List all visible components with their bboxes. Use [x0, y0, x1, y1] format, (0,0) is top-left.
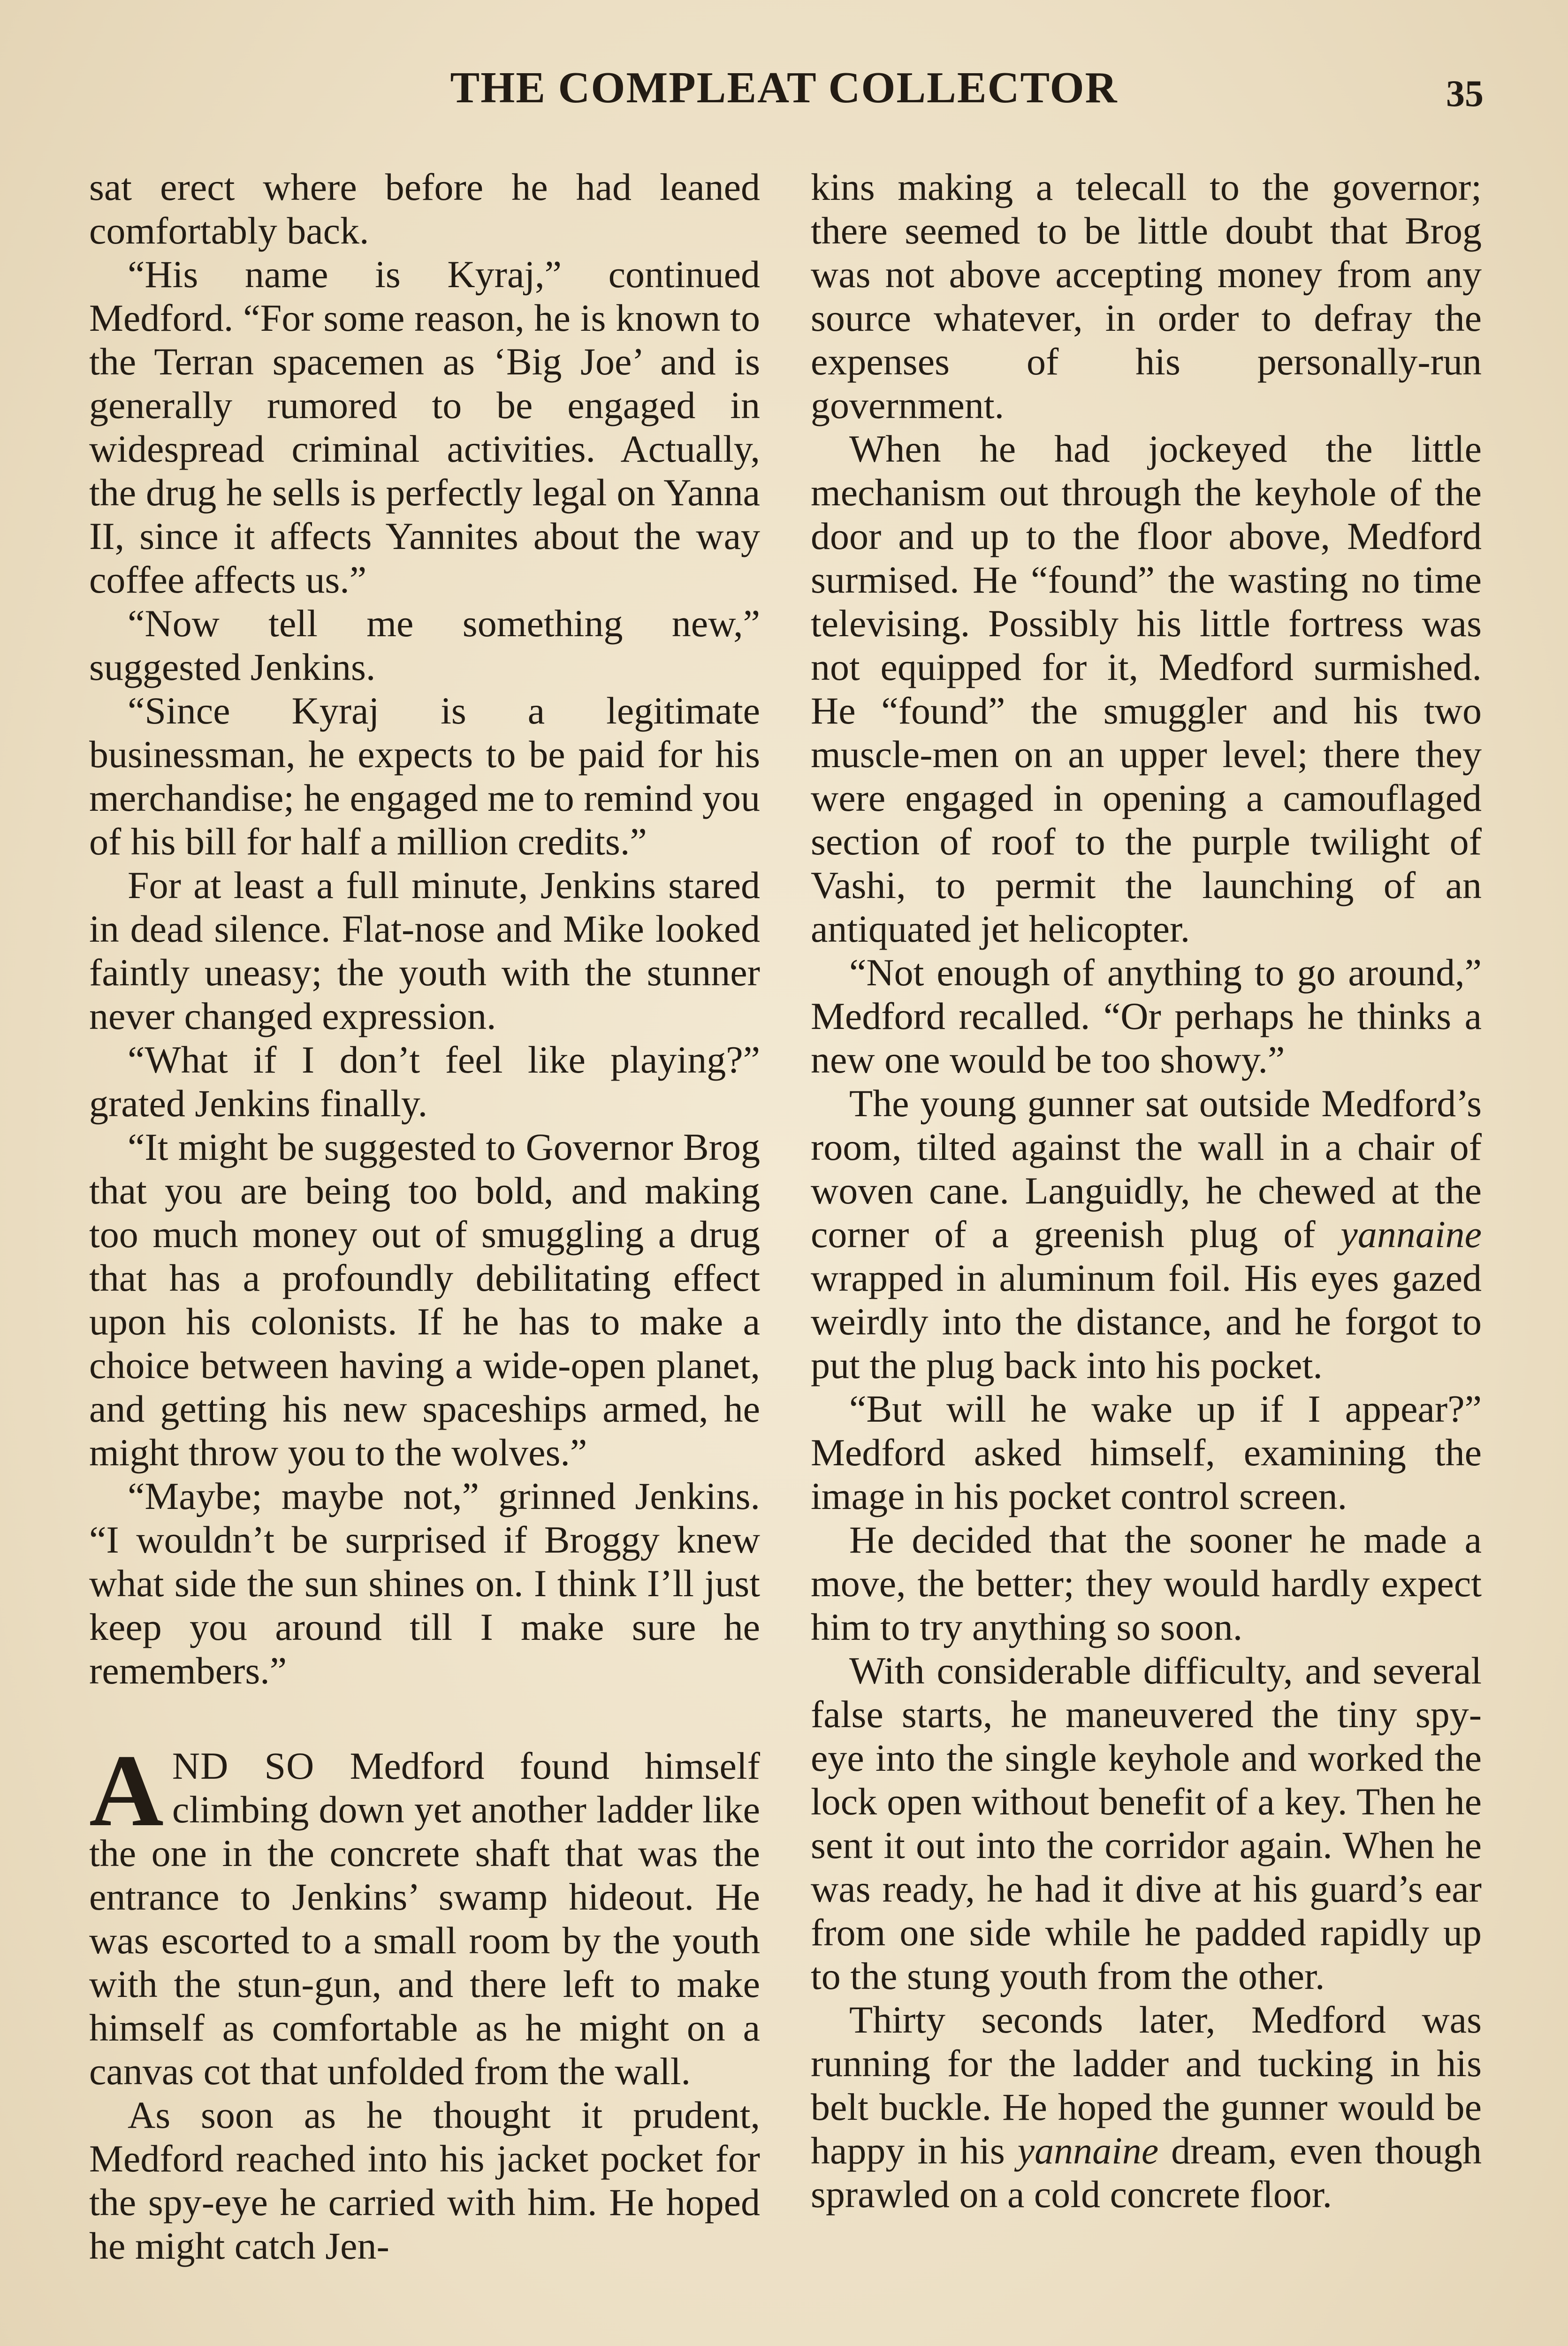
paragraph: “But will he wake up if I appear?” Medford asked himself, examining the image in his pocket control screen.	[811, 1387, 1482, 1517]
paragraph: “Now tell me something new,” suggested Jenkins.	[89, 602, 760, 688]
paragraph: kins making a telecall to the governor; there seemed to be little doubt that Brog was not above accepting money from any source whatever, in order to defray the expenses of his personally-run government.	[811, 166, 1482, 427]
paragraph	[811, 1082, 1482, 1387]
paragraph: When he had jockeyed the little mechanism out through the keyhole of the door and up to the floor above, Medford surmised. He “found” the wasting no time televising. Possibly his little fortress was not equipped for it, Medford surmished. He “found” the smuggler and his two muscle-men on an upper level; there they were engaged in opening a camouflaged section of roof to the purple twilight of Vashi, to permit the launching of an antiquated jet helicopter.	[811, 427, 1482, 950]
right-text-column	[811, 165, 1482, 2216]
paragraph-text: The young gunner sat outside Medford’s room, tilted against the wall in a chair of woven cane. Languidly, he chewed at the corner of a greenish plug of	[811, 1082, 1482, 1256]
paragraph: With considerable difficulty, and several false starts, he maneuvered the tiny spy-eye into the single keyhole and worked the lock open without benefit of a key. Then he sent it out into the corridor again. When he was ready, he had it dive at his guard’s ear from one side while he padded rapidly up to the stung youth from the other.	[811, 1649, 1482, 1997]
paragraph: For at least a full minute, Jenkins stared in dead silence. Flat-nose and Mike looked faintly uneasy; the youth with the stunner never changed expression.	[89, 864, 760, 1037]
paragraph-text: Thirty seconds later, Medford was running for the ladder and tucking in his belt buckle. He hoped the gunner would be happy in his	[811, 1998, 1482, 2172]
section-opening-paragraph	[89, 1733, 760, 2093]
page-number: 35	[1446, 73, 1484, 114]
paragraph: “What if I don’t feel like playing?” grated Jenkins finally.	[89, 1038, 760, 1125]
paragraph: “Not enough of anything to go around,” Medford recalled. “Or perhaps he thinks a new one would be too showy.”	[811, 951, 1482, 1081]
paragraph: “Maybe; maybe not,” grinned Jenkins. “I wouldn’t be surprised if Broggy knew what side the sun shines on. I think I’ll just keep you around till I make sure he remembers.”	[89, 1475, 760, 1692]
paragraph-text: dream, even though sprawled on a cold concrete floor.	[811, 2129, 1482, 2216]
paragraph	[811, 1998, 1482, 2216]
emphasis-text: yannaine	[1017, 2129, 1159, 2172]
paragraph: He decided that the sooner he made a move, the better; they would hardly expect him to try anything so soon.	[811, 1518, 1482, 1648]
paragraph: “Since Kyraj is a legitimate businessman, he expects to be paid for his merchandise; he engaged me to remind you of his bill for half a million credits.”	[89, 689, 760, 863]
emphasis-text: yannaine	[1340, 1213, 1482, 1256]
left-text-column	[89, 165, 760, 2268]
paragraph: “His name is Kyraj,” continued Medford. “For some reason, he is known to the Terran spacemen as ‘Big Joe’ and is generally rumored to be engaged in widespread criminal activities. Actually, the drug he sells is perfectly legal on Yanna II, since it affects Yannites about the way coffee affects us.”	[89, 253, 760, 601]
paragraph: “It might be suggested to Governor Brog that you are being too bold, and making too much money out of smuggling a drug that has a profoundly debilitating effect upon his colonists. If he has to make a choice between having a wide-open planet, and getting his new spaceships armed, he might throw you to the wolves.”	[89, 1126, 760, 1474]
running-header-title: THE COMPLEAT COLLECTOR	[450, 63, 1118, 112]
paragraph-text: Medford found himself climbing down yet another ladder like the one in the concrete shaft that was the entrance to Jenkins’ swamp hideout. He was escorted to a small room by the youth with the stun-gun, and there left to make himself as comfortable as he might on a canvas cot that unfolded from the wall.	[89, 1744, 760, 2093]
paragraph: sat erect where before he had leaned comfortably back.	[89, 166, 760, 252]
drop-cap: A	[89, 1733, 164, 1848]
paragraph-text: wrapped in aluminum foil. His eyes gazed weirdly into the distance, and he forgot to put the plug back into his pocket.	[811, 1257, 1482, 1386]
small-caps-lead: ND SO	[172, 1744, 315, 1787]
paragraph: As soon as he thought it prudent, Medford reached into his jacket pocket for the spy-eye he carried with him. He hoped he might catch Jen-	[89, 2094, 760, 2267]
